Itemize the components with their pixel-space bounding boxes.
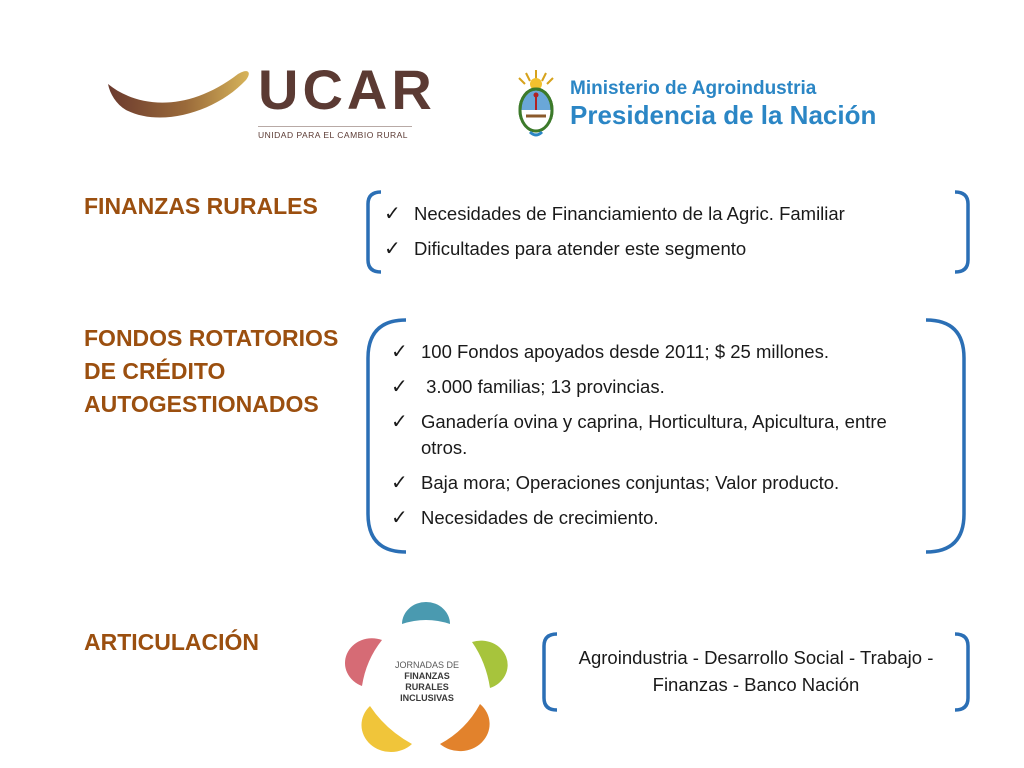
list-item: ✓ Ganadería ovina y caprina, Horticultura, Apicultura, entre otros. — [391, 411, 887, 458]
list-item: ✓ Necesidades de Financiamiento de la Agric. Familiar — [384, 203, 845, 225]
jornadas-text: JORNADAS DE FINANZAS RURALES INCLUSIVAS — [394, 660, 459, 703]
check-icon: ✓ — [391, 507, 408, 529]
fondos-list — [385, 339, 905, 540]
ucar-subtitle: UNIDAD PARA EL CAMBIO RURAL — [258, 130, 409, 140]
list-item: ✓ 100 Fondos apoyados desde 2011; $ 25 millones. — [391, 341, 829, 363]
list-item: ✓ Dificultades para atender este segmento — [384, 238, 747, 260]
list-item: ✓ Necesidades de crecimiento. — [391, 507, 659, 529]
finanzas-list — [378, 201, 938, 271]
ministerio-name: Ministerio de Agroindustria — [570, 78, 817, 99]
coat-of-arms-icon — [510, 68, 562, 138]
check-icon: ✓ — [391, 376, 408, 398]
check-icon: ✓ — [391, 341, 408, 363]
presidencia-name: Presidencia de la Nación — [570, 100, 877, 130]
ucar-swoosh-icon — [106, 62, 256, 130]
ucar-divider — [258, 126, 412, 127]
check-icon: ✓ — [391, 411, 408, 433]
finanzas-right-bracket — [952, 190, 972, 274]
finanzas-heading: FINANZAS RURALES — [84, 193, 318, 219]
articulacion-heading: ARTICULACIÓN — [84, 629, 260, 655]
list-item: ✓ 3.000 familias; 13 provincias. — [391, 376, 665, 398]
check-icon: ✓ — [384, 203, 401, 225]
articulacion-text: Agroindustria - Desarrollo Social - Trabajo - Finanzas - Banco Nación — [578, 647, 934, 695]
ucar-wordmark: UCAR — [258, 58, 436, 121]
list-item: ✓ Baja mora; Operaciones conjuntas; Valor producto. — [391, 472, 840, 494]
fondos-right-bracket — [924, 318, 970, 554]
fondos-heading: FONDOS ROTATORIOS DE CRÉDITO AUTOGESTIONADOS — [84, 325, 339, 417]
check-icon: ✓ — [384, 238, 401, 260]
check-icon: ✓ — [391, 472, 408, 494]
